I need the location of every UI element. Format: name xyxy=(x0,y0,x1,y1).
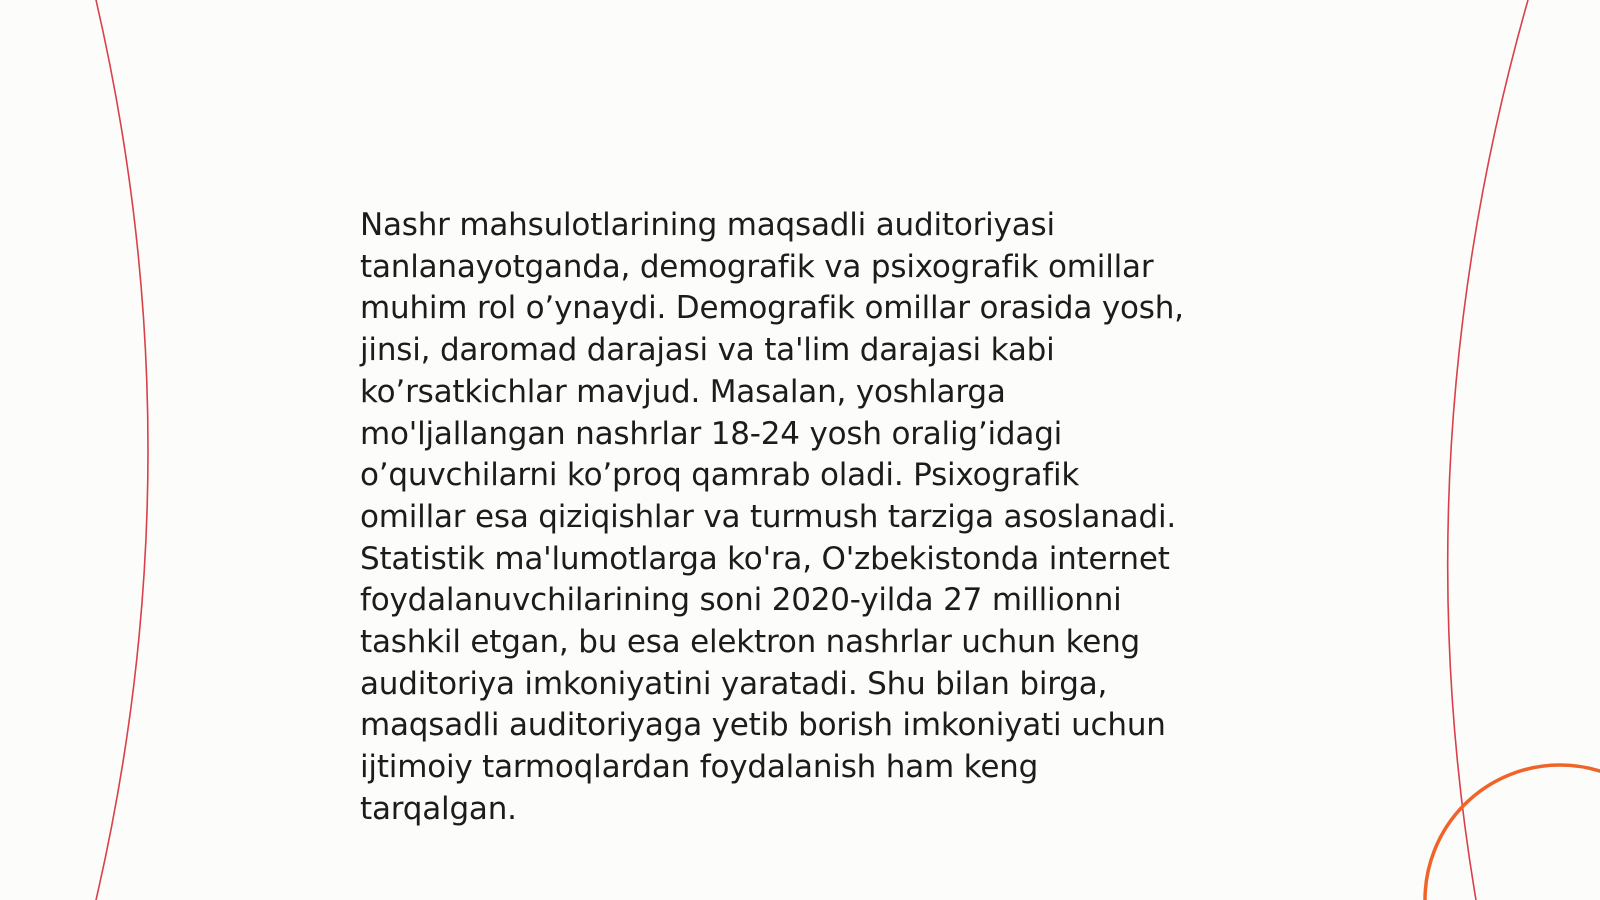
body-paragraph: Nashr mahsulotlarining maqsadli auditoriyasi tanlanayotganda, demografik va psixografik omillar muhim rol o’ynaydi. Demografik omillar orasida yosh, jinsi, daromad darajasi va ta'lim darajasi kabi ko’rsatkichlar mavjud. Masalan, yoshlarga mo'ljallangan nashrlar 18-24 yosh oralig’idagi o’quvchilarni ko’proq qamrab oladi. Psixografik omillar esa qiziqishlar va turmush tarziga asoslanadi. Statistik ma'lumotlarga ko'ra, O'zbekistonda internet foydalanuvchilarining soni 2020-yilda 27 millionni tashkil etgan, bu esa elektron nashrlar uchun keng auditoriya imkoniyatini yaratadi. Shu bilan birga, maqsadli auditoriyaga yetib borish imkoniyati uchun ijtimoiy tarmoqlardan foydalanish ham keng tarqalgan. xyxy=(360,207,1184,827)
left-arc xyxy=(96,0,148,900)
orange-circle xyxy=(1425,765,1600,900)
right-arc xyxy=(1448,0,1528,900)
